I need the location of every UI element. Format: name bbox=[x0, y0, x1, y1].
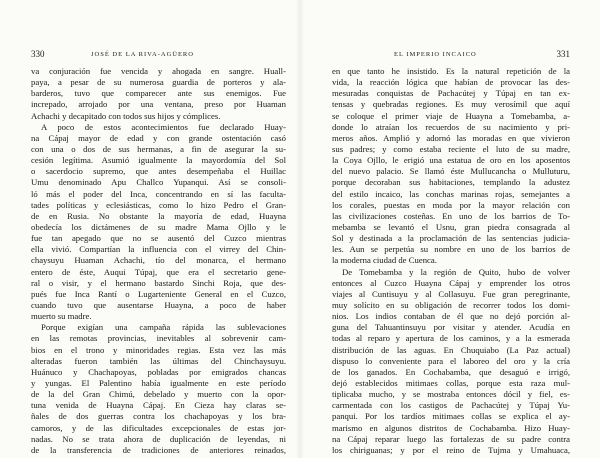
text-line: va conjuración fue vencida y ahogada en sangre. Huall- bbox=[31, 66, 286, 76]
text-line: carmentada con los castigos de Pachacútej y Túpaj Yu- bbox=[332, 400, 570, 411]
text-line: Umu denominado Apu Challco Yupanqui. Así se consoli- bbox=[31, 177, 286, 188]
text-line: pués fue Inca Rantí o Lugarteniente General en el Cuzco, bbox=[31, 288, 286, 299]
text-line: Porque exigían una campaña rápida las sublevaciones bbox=[41, 322, 286, 333]
left-body-text bbox=[31, 66, 286, 456]
text-line: dispuso lo conveniente para el laboreo del oro y la cría bbox=[332, 355, 570, 366]
text-line: entero de éste, Auqui Túpaj, que era el secretario gene- bbox=[31, 266, 286, 277]
text-line: muy solícito en su obligación de recorrer todos los domi- bbox=[332, 299, 570, 310]
text-line: Sol y destinada a la proclamación de las sentencias judicia- bbox=[332, 233, 570, 244]
text-line: del estilo incaico, las conchas marinas rojas, semejantes a bbox=[332, 188, 570, 199]
text-line: panqui. Por los tardíos mitimaes collas se explica el ay- bbox=[332, 411, 570, 422]
text-line: Huánuco y Chachapoyas, pobladas por emigrados chancas bbox=[31, 366, 286, 377]
text-line: de la transferencia de tradiciones de anteriores reinados, bbox=[31, 444, 286, 455]
left-running-head bbox=[31, 48, 286, 62]
text-line: meros años. Amplió y adornó las moradas en que vivieron bbox=[332, 132, 570, 143]
text-line: la Coya Ojllo, le erigió una estatua de oro en los aposentos bbox=[332, 155, 570, 166]
right-page bbox=[300, 0, 600, 458]
text-line: camoros, y de las dificultades excepcionales de estas jor- bbox=[31, 422, 286, 433]
text-line: muerto su madre. bbox=[31, 311, 92, 322]
text-line: tiplicaba mucho, y se mostraba entonces dócil y fiel, es- bbox=[332, 389, 570, 400]
text-line: Achachi y decapitado con todos sus hijos y cómplices. bbox=[31, 110, 221, 121]
text-line: de los ganados. En Cochabamba, que desaguó e irrigó, bbox=[332, 366, 570, 377]
right-page-number: 331 bbox=[556, 49, 570, 59]
text-line: del nuevo palacio. Se llamó éste Mullucancha o Mulluturu, bbox=[332, 166, 570, 177]
text-line: nadas. No se trata ahora de duplicación de leyendas, ni bbox=[31, 433, 286, 444]
text-line: nios. Los indios contaban de él que no dejó porción al- bbox=[332, 311, 570, 322]
text-line: la moderna ciudad de Cuenca. bbox=[332, 255, 437, 266]
text-line: na Cápaj reparar luego las fortalezas de su padre contra bbox=[332, 433, 570, 444]
text-line: mesuradas conquistas de Pachacútej y Túpaj en tan ex- bbox=[332, 88, 570, 99]
text-line: cuando tuvo que ausentarse Huayna, a poco de haber bbox=[31, 299, 286, 310]
text-line: tuna venida de Huayna Cápaj. En Cieza hay claras se- bbox=[31, 400, 286, 411]
text-line: bios en el trono y minoridades regias. Esta vez las más bbox=[31, 344, 286, 355]
text-line: ló más el poder del Inca, concentrando en sí las faculta- bbox=[31, 188, 286, 199]
text-line: porque decoraban sus habitaciones, templando la adustez bbox=[332, 177, 570, 188]
text-line: De Tomebamba y la región de Quito, hubo de volver bbox=[342, 266, 570, 277]
right-running-head bbox=[332, 48, 570, 62]
text-line: alteradas fueron también las últimas del Chinchaysuyu. bbox=[31, 355, 286, 366]
text-line: se coloque el primer viaje de Huayna a Tomebamba, a- bbox=[332, 110, 570, 121]
text-line: ñales de dos guerras contra los chachapoyas y los bra- bbox=[31, 411, 286, 422]
text-line: los chiriguanas; y por el reino de Tujma y Umahuaca, bbox=[332, 444, 570, 455]
text-line: dejó establecidos mitimaes collas, porque esta raza mul- bbox=[332, 377, 570, 388]
text-line: de en Rusia. No obstante la mayoría de edad, Huayna bbox=[31, 210, 286, 221]
text-line: chaysuyu Huaman Achachi, tío del monarca, el hermano bbox=[31, 255, 286, 266]
text-line: sus padres; y como estaba reciente el luto de su madre, bbox=[332, 143, 570, 154]
text-line: de la del Gran Chimú, debelado y muerto con la opor- bbox=[31, 389, 286, 400]
text-line: donde lo atraían los recuerdos de su nacimiento y pri- bbox=[332, 121, 570, 132]
text-line: vida, la reacción lógica que habían de provocar las des- bbox=[332, 77, 570, 88]
text-line: paya, a pesar de su numerosa guardia de porteros y ala- bbox=[31, 77, 286, 88]
text-line: barderos, tuvo que comparecer ante sus enemigos. Fue bbox=[31, 88, 286, 99]
text-line: tades políticas y eclesiásticas, como lo hizo Pedro el Gran- bbox=[31, 199, 286, 210]
left-running-title: JOSÉ DE LA RIVA-AGÜERO bbox=[91, 51, 194, 58]
text-line: na Cápaj mayor de edad y con grande ostentación casó bbox=[31, 132, 286, 143]
left-page-number: 330 bbox=[31, 49, 45, 59]
text-line: distribución de las aguas. En Chuquiabo (La Paz actual) bbox=[332, 344, 570, 355]
text-line: en que tanto he insistido. Es la natural repetición de la bbox=[332, 66, 570, 76]
text-line: guna del Tahuantinsuyu por visitar y atender. Acudía en bbox=[332, 322, 570, 333]
text-line: con una o dos de sus hermanas, a fin de asegurar la su- bbox=[31, 143, 286, 154]
text-line: entonces al Cuzco Huayna Cápaj y emprender los otros bbox=[332, 277, 570, 288]
text-line: cesión legítima. Asumió igualmente la mayordomía del Sol bbox=[31, 155, 286, 166]
text-line: todas al reparo y apertura de los caminos, y a la esmerada bbox=[332, 333, 570, 344]
text-line: A poco de estos acontecimientos fue declarado Huay- bbox=[41, 121, 286, 132]
text-line: en las remotas provincias, inevitables al sobrevenir cam- bbox=[31, 333, 286, 344]
text-line: obedecía los dictámenes de su madre Mama Ojllo y le bbox=[31, 221, 286, 232]
right-running-title: EL IMPERIO INCAICO bbox=[394, 51, 477, 58]
text-line: les. Aun se perpetúa su nombre en uno de los barrios de bbox=[332, 244, 570, 255]
text-line: o sacerdocio supremo, que antes desempeñaba el Huillac bbox=[31, 166, 286, 177]
text-line: y yungas. El Palentino había igualmente en este período bbox=[31, 377, 286, 388]
text-line: viajes al Cuntisuyu y al Collasuyu. Fue gran peregrinante, bbox=[332, 288, 570, 299]
text-line: ella vivió. Compartían la influencia con el virrey del Chin- bbox=[31, 244, 286, 255]
text-line: increpado, arrojado por una ventana, preso por Huaman bbox=[31, 99, 286, 110]
text-line: ral o visir, y el hermano bastardo Sinchi Roja, que des- bbox=[31, 277, 286, 288]
text-line: tensas y quebradas regiones. Es muy verosímil que aquí bbox=[332, 99, 570, 110]
text-line: los corales, puestas en moda por la mayor relación con bbox=[332, 199, 570, 210]
right-body-text bbox=[332, 66, 570, 456]
text-line: marismo en algunos distritos de Cochabamba. Hizo Huay- bbox=[332, 422, 570, 433]
text-line: fue tan apegado que no se ausentó del Cuzco mientras bbox=[31, 233, 286, 244]
text-line: las civilizaciones costeñas. En uno de los barrios de To- bbox=[332, 210, 570, 221]
text-line: mebamba se levantó el Usnu, gran piedra consagrada al bbox=[332, 221, 570, 232]
